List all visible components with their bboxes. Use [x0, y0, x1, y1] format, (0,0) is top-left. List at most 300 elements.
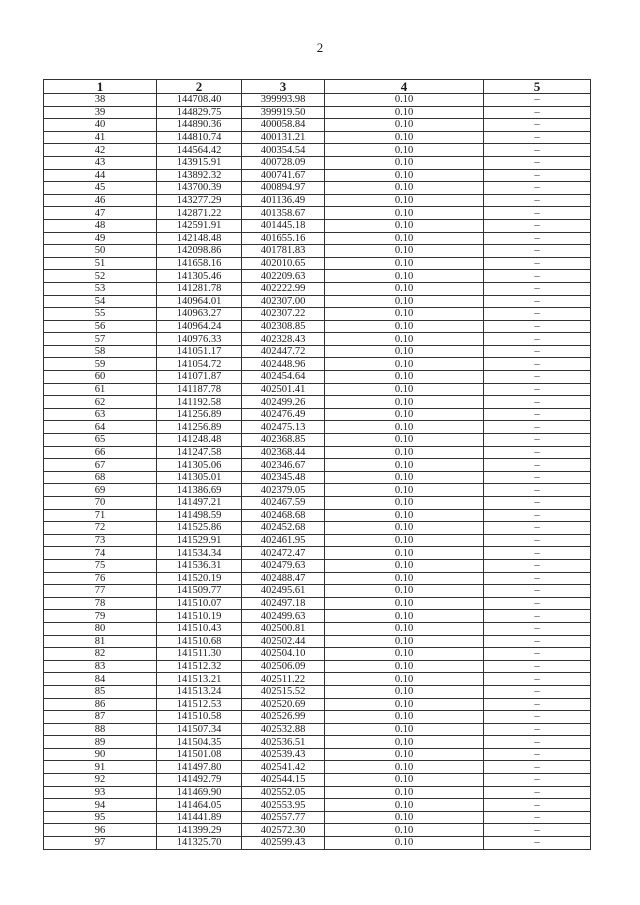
- point-number-cell: 52: [44, 270, 157, 283]
- point-number-cell: 50: [44, 245, 157, 258]
- table-row: [44, 799, 591, 812]
- y-coordinate-cell: 402532.88: [242, 723, 325, 736]
- y-coordinate-cell: 402010.65: [242, 257, 325, 270]
- accuracy-cell: 0.10: [325, 572, 484, 585]
- y-coordinate-cell: 402467.59: [242, 497, 325, 510]
- x-coordinate-cell: 143277.29: [157, 194, 242, 207]
- notes-cell: –: [484, 622, 591, 635]
- notes-cell: –: [484, 434, 591, 447]
- notes-cell: –: [484, 232, 591, 245]
- y-coordinate-cell: 402454.64: [242, 371, 325, 384]
- table-row: [44, 837, 591, 850]
- x-coordinate-cell: 141513.21: [157, 673, 242, 686]
- point-number-cell: 40: [44, 119, 157, 132]
- table-row: [44, 144, 591, 157]
- y-coordinate-cell: 401136.49: [242, 194, 325, 207]
- y-coordinate-cell: 402479.63: [242, 559, 325, 572]
- table-row: [44, 648, 591, 661]
- table-body: [44, 94, 591, 850]
- point-number-cell: 47: [44, 207, 157, 220]
- x-coordinate-cell: 142148.48: [157, 232, 242, 245]
- accuracy-cell: 0.10: [325, 811, 484, 824]
- notes-cell: –: [484, 774, 591, 787]
- x-coordinate-cell: 141504.35: [157, 736, 242, 749]
- notes-cell: –: [484, 94, 591, 107]
- accuracy-cell: 0.10: [325, 119, 484, 132]
- x-coordinate-cell: 141281.78: [157, 282, 242, 295]
- y-coordinate-cell: 402504.10: [242, 648, 325, 661]
- accuracy-cell: 0.10: [325, 169, 484, 182]
- point-number-cell: 81: [44, 635, 157, 648]
- notes-cell: –: [484, 660, 591, 673]
- notes-cell: –: [484, 761, 591, 774]
- x-coordinate-cell: 140964.01: [157, 295, 242, 308]
- table-row: [44, 774, 591, 787]
- x-coordinate-cell: 141513.24: [157, 685, 242, 698]
- y-coordinate-cell: 402461.95: [242, 534, 325, 547]
- notes-cell: –: [484, 295, 591, 308]
- point-number-cell: 54: [44, 295, 157, 308]
- accuracy-cell: 0.10: [325, 144, 484, 157]
- point-number-cell: 55: [44, 308, 157, 321]
- table-row: [44, 156, 591, 169]
- notes-cell: –: [484, 799, 591, 812]
- y-coordinate-cell: 402379.05: [242, 484, 325, 497]
- notes-cell: –: [484, 635, 591, 648]
- accuracy-cell: 0.10: [325, 232, 484, 245]
- table-row: [44, 736, 591, 749]
- point-number-cell: 41: [44, 131, 157, 144]
- x-coordinate-cell: 144564.42: [157, 144, 242, 157]
- notes-cell: –: [484, 333, 591, 346]
- notes-cell: –: [484, 119, 591, 132]
- column-header-y: 3: [242, 80, 325, 94]
- table-row: [44, 131, 591, 144]
- x-coordinate-cell: 143892.32: [157, 169, 242, 182]
- y-coordinate-cell: 402307.00: [242, 295, 325, 308]
- notes-cell: –: [484, 207, 591, 220]
- table-row: [44, 119, 591, 132]
- accuracy-cell: 0.10: [325, 282, 484, 295]
- table-header-row: [44, 80, 591, 94]
- accuracy-cell: 0.10: [325, 622, 484, 635]
- point-number-cell: 68: [44, 471, 157, 484]
- y-coordinate-cell: 399919.50: [242, 106, 325, 119]
- point-number-cell: 58: [44, 345, 157, 358]
- accuracy-cell: 0.10: [325, 434, 484, 447]
- y-coordinate-cell: 402346.67: [242, 459, 325, 472]
- accuracy-cell: 0.10: [325, 333, 484, 346]
- table-row: [44, 383, 591, 396]
- accuracy-cell: 0.10: [325, 182, 484, 195]
- accuracy-cell: 0.10: [325, 408, 484, 421]
- accuracy-cell: 0.10: [325, 610, 484, 623]
- point-number-cell: 77: [44, 585, 157, 598]
- x-coordinate-cell: 144829.75: [157, 106, 242, 119]
- table-row: [44, 421, 591, 434]
- point-number-cell: 93: [44, 786, 157, 799]
- accuracy-cell: 0.10: [325, 559, 484, 572]
- table-row: [44, 559, 591, 572]
- coordinates-table: [43, 79, 591, 850]
- notes-cell: –: [484, 408, 591, 421]
- table-row: [44, 673, 591, 686]
- x-coordinate-cell: 141325.70: [157, 837, 242, 850]
- accuracy-cell: 0.10: [325, 698, 484, 711]
- table-row: [44, 358, 591, 371]
- point-number-cell: 88: [44, 723, 157, 736]
- y-coordinate-cell: 402502.44: [242, 635, 325, 648]
- x-coordinate-cell: 141534.34: [157, 547, 242, 560]
- table-row: [44, 106, 591, 119]
- notes-cell: –: [484, 786, 591, 799]
- notes-cell: –: [484, 371, 591, 384]
- x-coordinate-cell: 141536.31: [157, 559, 242, 572]
- table-row: [44, 610, 591, 623]
- notes-cell: –: [484, 610, 591, 623]
- x-coordinate-cell: 141510.68: [157, 635, 242, 648]
- table-row: [44, 434, 591, 447]
- accuracy-cell: 0.10: [325, 837, 484, 850]
- point-number-cell: 75: [44, 559, 157, 572]
- x-coordinate-cell: 141492.79: [157, 774, 242, 787]
- table-row: [44, 572, 591, 585]
- table-row: [44, 711, 591, 724]
- x-coordinate-cell: 141512.53: [157, 698, 242, 711]
- y-coordinate-cell: 402499.63: [242, 610, 325, 623]
- table-row: [44, 245, 591, 258]
- table-row: [44, 257, 591, 270]
- notes-cell: –: [484, 358, 591, 371]
- point-number-cell: 67: [44, 459, 157, 472]
- accuracy-cell: 0.10: [325, 308, 484, 321]
- table-row: [44, 534, 591, 547]
- table-row: [44, 408, 591, 421]
- table-row: [44, 635, 591, 648]
- x-coordinate-cell: 141510.58: [157, 711, 242, 724]
- table-row: [44, 660, 591, 673]
- point-number-cell: 63: [44, 408, 157, 421]
- notes-cell: –: [484, 131, 591, 144]
- table-row: [44, 522, 591, 535]
- x-coordinate-cell: 141305.46: [157, 270, 242, 283]
- notes-cell: –: [484, 106, 591, 119]
- notes-cell: –: [484, 534, 591, 547]
- accuracy-cell: 0.10: [325, 219, 484, 232]
- notes-cell: –: [484, 736, 591, 749]
- y-coordinate-cell: 402526.99: [242, 711, 325, 724]
- x-coordinate-cell: 141441.89: [157, 811, 242, 824]
- accuracy-cell: 0.10: [325, 245, 484, 258]
- accuracy-cell: 0.10: [325, 320, 484, 333]
- point-number-cell: 45: [44, 182, 157, 195]
- point-number-cell: 72: [44, 522, 157, 535]
- table-row: [44, 446, 591, 459]
- table-row: [44, 547, 591, 560]
- table-row: [44, 219, 591, 232]
- y-coordinate-cell: 402520.69: [242, 698, 325, 711]
- point-number-cell: 79: [44, 610, 157, 623]
- point-number-cell: 39: [44, 106, 157, 119]
- table-row: [44, 459, 591, 472]
- point-number-cell: 44: [44, 169, 157, 182]
- notes-cell: –: [484, 484, 591, 497]
- accuracy-cell: 0.10: [325, 673, 484, 686]
- accuracy-cell: 0.10: [325, 711, 484, 724]
- x-coordinate-cell: 140964.24: [157, 320, 242, 333]
- y-coordinate-cell: 402495.61: [242, 585, 325, 598]
- accuracy-cell: 0.10: [325, 585, 484, 598]
- notes-cell: –: [484, 459, 591, 472]
- table-row: [44, 622, 591, 635]
- point-number-cell: 80: [44, 622, 157, 635]
- table-row: [44, 723, 591, 736]
- accuracy-cell: 0.10: [325, 774, 484, 787]
- notes-cell: –: [484, 559, 591, 572]
- y-coordinate-cell: 400131.21: [242, 131, 325, 144]
- table-row: [44, 232, 591, 245]
- accuracy-cell: 0.10: [325, 156, 484, 169]
- point-number-cell: 59: [44, 358, 157, 371]
- y-coordinate-cell: 402557.77: [242, 811, 325, 824]
- point-number-cell: 76: [44, 572, 157, 585]
- x-coordinate-cell: 142871.22: [157, 207, 242, 220]
- point-number-cell: 87: [44, 711, 157, 724]
- x-coordinate-cell: 142591.91: [157, 219, 242, 232]
- notes-cell: –: [484, 345, 591, 358]
- accuracy-cell: 0.10: [325, 547, 484, 560]
- point-number-cell: 70: [44, 497, 157, 510]
- y-coordinate-cell: 402541.42: [242, 761, 325, 774]
- point-number-cell: 90: [44, 748, 157, 761]
- table-row: [44, 282, 591, 295]
- accuracy-cell: 0.10: [325, 383, 484, 396]
- accuracy-cell: 0.10: [325, 358, 484, 371]
- notes-cell: –: [484, 547, 591, 560]
- accuracy-cell: 0.10: [325, 660, 484, 673]
- table-row: [44, 182, 591, 195]
- y-coordinate-cell: 402209.63: [242, 270, 325, 283]
- table-row: [44, 308, 591, 321]
- notes-cell: –: [484, 257, 591, 270]
- accuracy-cell: 0.10: [325, 257, 484, 270]
- accuracy-cell: 0.10: [325, 534, 484, 547]
- x-coordinate-cell: 141510.19: [157, 610, 242, 623]
- notes-cell: –: [484, 383, 591, 396]
- y-coordinate-cell: 402447.72: [242, 345, 325, 358]
- point-number-cell: 78: [44, 597, 157, 610]
- y-coordinate-cell: 402222.99: [242, 282, 325, 295]
- accuracy-cell: 0.10: [325, 459, 484, 472]
- column-header-accuracy: 4: [325, 80, 484, 94]
- accuracy-cell: 0.10: [325, 131, 484, 144]
- notes-cell: –: [484, 698, 591, 711]
- x-coordinate-cell: 144708.40: [157, 94, 242, 107]
- y-coordinate-cell: 402468.68: [242, 509, 325, 522]
- notes-cell: –: [484, 320, 591, 333]
- x-coordinate-cell: 141525.86: [157, 522, 242, 535]
- point-number-cell: 89: [44, 736, 157, 749]
- notes-cell: –: [484, 446, 591, 459]
- notes-cell: –: [484, 497, 591, 510]
- point-number-cell: 83: [44, 660, 157, 673]
- point-number-cell: 91: [44, 761, 157, 774]
- point-number-cell: 51: [44, 257, 157, 270]
- accuracy-cell: 0.10: [325, 207, 484, 220]
- y-coordinate-cell: 401358.67: [242, 207, 325, 220]
- notes-cell: –: [484, 144, 591, 157]
- point-number-cell: 61: [44, 383, 157, 396]
- y-coordinate-cell: 402500.81: [242, 622, 325, 635]
- notes-cell: –: [484, 837, 591, 850]
- x-coordinate-cell: 140976.33: [157, 333, 242, 346]
- point-number-cell: 95: [44, 811, 157, 824]
- table-row: [44, 484, 591, 497]
- x-coordinate-cell: 141051.17: [157, 345, 242, 358]
- x-coordinate-cell: 144890.36: [157, 119, 242, 132]
- x-coordinate-cell: 143915.91: [157, 156, 242, 169]
- page-number: 2: [316, 40, 324, 55]
- x-coordinate-cell: 141464.05: [157, 799, 242, 812]
- x-coordinate-cell: 141071.87: [157, 371, 242, 384]
- notes-cell: –: [484, 182, 591, 195]
- y-coordinate-cell: 402499.26: [242, 396, 325, 409]
- x-coordinate-cell: 141469.90: [157, 786, 242, 799]
- notes-cell: –: [484, 219, 591, 232]
- accuracy-cell: 0.10: [325, 685, 484, 698]
- table-row: [44, 396, 591, 409]
- y-coordinate-cell: 401781.83: [242, 245, 325, 258]
- x-coordinate-cell: 140963.27: [157, 308, 242, 321]
- notes-cell: –: [484, 421, 591, 434]
- accuracy-cell: 0.10: [325, 748, 484, 761]
- x-coordinate-cell: 141187.78: [157, 383, 242, 396]
- y-coordinate-cell: 402345.48: [242, 471, 325, 484]
- accuracy-cell: 0.10: [325, 270, 484, 283]
- column-header-notes: 5: [484, 80, 591, 94]
- table-row: [44, 698, 591, 711]
- point-number-cell: 86: [44, 698, 157, 711]
- y-coordinate-cell: 400894.97: [242, 182, 325, 195]
- y-coordinate-cell: 402472.47: [242, 547, 325, 560]
- point-number-cell: 48: [44, 219, 157, 232]
- x-coordinate-cell: 141498.59: [157, 509, 242, 522]
- x-coordinate-cell: 141501.08: [157, 748, 242, 761]
- point-number-cell: 74: [44, 547, 157, 560]
- notes-cell: –: [484, 396, 591, 409]
- table-row: [44, 169, 591, 182]
- accuracy-cell: 0.10: [325, 484, 484, 497]
- x-coordinate-cell: 141399.29: [157, 824, 242, 837]
- accuracy-cell: 0.10: [325, 421, 484, 434]
- point-number-cell: 60: [44, 371, 157, 384]
- point-number-cell: 97: [44, 837, 157, 850]
- y-coordinate-cell: 402544.15: [242, 774, 325, 787]
- notes-cell: –: [484, 169, 591, 182]
- point-number-cell: 57: [44, 333, 157, 346]
- x-coordinate-cell: 141256.89: [157, 421, 242, 434]
- point-number-cell: 84: [44, 673, 157, 686]
- y-coordinate-cell: 402307.22: [242, 308, 325, 321]
- y-coordinate-cell: 402476.49: [242, 408, 325, 421]
- table-row: [44, 509, 591, 522]
- table-row: [44, 207, 591, 220]
- accuracy-cell: 0.10: [325, 194, 484, 207]
- table-row: [44, 585, 591, 598]
- x-coordinate-cell: 141512.32: [157, 660, 242, 673]
- accuracy-cell: 0.10: [325, 396, 484, 409]
- y-coordinate-cell: 402368.44: [242, 446, 325, 459]
- table-row: [44, 761, 591, 774]
- accuracy-cell: 0.10: [325, 295, 484, 308]
- notes-cell: –: [484, 156, 591, 169]
- point-number-cell: 92: [44, 774, 157, 787]
- y-coordinate-cell: 402368.85: [242, 434, 325, 447]
- notes-cell: –: [484, 748, 591, 761]
- accuracy-cell: 0.10: [325, 761, 484, 774]
- point-number-cell: 49: [44, 232, 157, 245]
- point-number-cell: 71: [44, 509, 157, 522]
- table-row: [44, 194, 591, 207]
- accuracy-cell: 0.10: [325, 497, 484, 510]
- y-coordinate-cell: 402475.13: [242, 421, 325, 434]
- table-row: [44, 685, 591, 698]
- accuracy-cell: 0.10: [325, 446, 484, 459]
- notes-cell: –: [484, 572, 591, 585]
- y-coordinate-cell: 402506.09: [242, 660, 325, 673]
- accuracy-cell: 0.10: [325, 509, 484, 522]
- point-number-cell: 42: [44, 144, 157, 157]
- notes-cell: –: [484, 245, 591, 258]
- x-coordinate-cell: 141509.77: [157, 585, 242, 598]
- y-coordinate-cell: 402553.95: [242, 799, 325, 812]
- notes-cell: –: [484, 308, 591, 321]
- x-coordinate-cell: 141520.19: [157, 572, 242, 585]
- table-row: [44, 471, 591, 484]
- y-coordinate-cell: 401655.16: [242, 232, 325, 245]
- notes-cell: –: [484, 509, 591, 522]
- x-coordinate-cell: 141386.69: [157, 484, 242, 497]
- y-coordinate-cell: 402488.47: [242, 572, 325, 585]
- column-header-point-number: 1: [44, 80, 157, 94]
- y-coordinate-cell: 402501.41: [242, 383, 325, 396]
- y-coordinate-cell: 400354.54: [242, 144, 325, 157]
- point-number-cell: 62: [44, 396, 157, 409]
- x-coordinate-cell: 141511.30: [157, 648, 242, 661]
- column-header-x: 2: [157, 80, 242, 94]
- accuracy-cell: 0.10: [325, 635, 484, 648]
- notes-cell: –: [484, 648, 591, 661]
- point-number-cell: 82: [44, 648, 157, 661]
- table-row: [44, 345, 591, 358]
- y-coordinate-cell: 402452.68: [242, 522, 325, 535]
- accuracy-cell: 0.10: [325, 106, 484, 119]
- notes-cell: –: [484, 282, 591, 295]
- y-coordinate-cell: 400728.09: [242, 156, 325, 169]
- notes-cell: –: [484, 471, 591, 484]
- accuracy-cell: 0.10: [325, 597, 484, 610]
- point-number-cell: 46: [44, 194, 157, 207]
- accuracy-cell: 0.10: [325, 824, 484, 837]
- accuracy-cell: 0.10: [325, 522, 484, 535]
- point-number-cell: 73: [44, 534, 157, 547]
- y-coordinate-cell: 402328.43: [242, 333, 325, 346]
- table-row: [44, 786, 591, 799]
- x-coordinate-cell: 141305.01: [157, 471, 242, 484]
- x-coordinate-cell: 141658.16: [157, 257, 242, 270]
- x-coordinate-cell: 141497.21: [157, 497, 242, 510]
- y-coordinate-cell: 402536.51: [242, 736, 325, 749]
